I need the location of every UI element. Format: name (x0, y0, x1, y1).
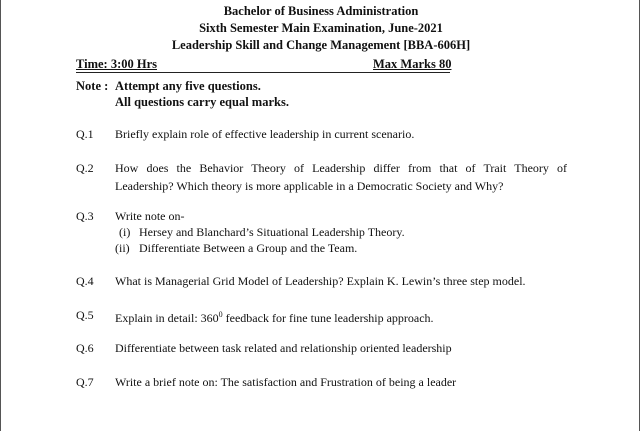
question-text-pre: Explain in detail: 360 (115, 311, 219, 325)
course-title: Leadership Skill and Change Management [BBA-606H] (171, 38, 471, 52)
exam-time: Time: 3:00 Hrs (76, 57, 158, 71)
question-text: What is Managerial Grid Model of Leadership? Explain K. Lewin’s three step model. (115, 274, 526, 288)
question-number: Q.6 (76, 341, 94, 355)
header-divider (76, 72, 450, 73)
note-line-2: All questions carry equal marks. (115, 95, 289, 109)
exam-title: Sixth Semester Main Examination, June-2021 (199, 21, 443, 35)
note-line-1: Attempt any five questions. (115, 79, 261, 93)
question-number: Q.5 (76, 308, 94, 322)
sub-question-number: (ii) (115, 241, 130, 255)
question-text-line-2: Leadership? Which theory is more applicable in a Democratic Society and Why? (115, 179, 504, 193)
max-marks: Max Marks 80 (373, 57, 452, 71)
question-number: Q.1 (76, 127, 94, 141)
question-number: Q.3 (76, 209, 94, 223)
question-text: Briefly explain role of effective leadership in current scenario. (115, 127, 415, 141)
note-label: Note : (76, 79, 109, 93)
question-text-post: feedback for fine tune leadership approach. (222, 311, 434, 325)
question-number: Q.4 (76, 274, 94, 288)
question-text (115, 305, 567, 328)
sub-question-number: (i) (119, 225, 131, 239)
question-text: Write a brief note on: The satisfaction and Frustration of being a leader (115, 375, 457, 389)
question-text: Write note on- (115, 209, 185, 223)
sub-question-text: Hersey and Blanchard’s Situational Leadership Theory. (139, 225, 405, 239)
degree-superscript: 0 (218, 310, 223, 319)
question-text: Differentiate between task related and relationship oriented leadership (115, 341, 452, 355)
question-text-line-1: How does the Behavior Theory of Leadership differ from that of Trait Theory of (115, 161, 567, 175)
sub-question-text: Differentiate Between a Group and the Team. (139, 241, 358, 255)
degree-title: Bachelor of Business Administration (223, 4, 419, 18)
question-number: Q.2 (76, 161, 94, 175)
question-number: Q.7 (76, 375, 94, 389)
